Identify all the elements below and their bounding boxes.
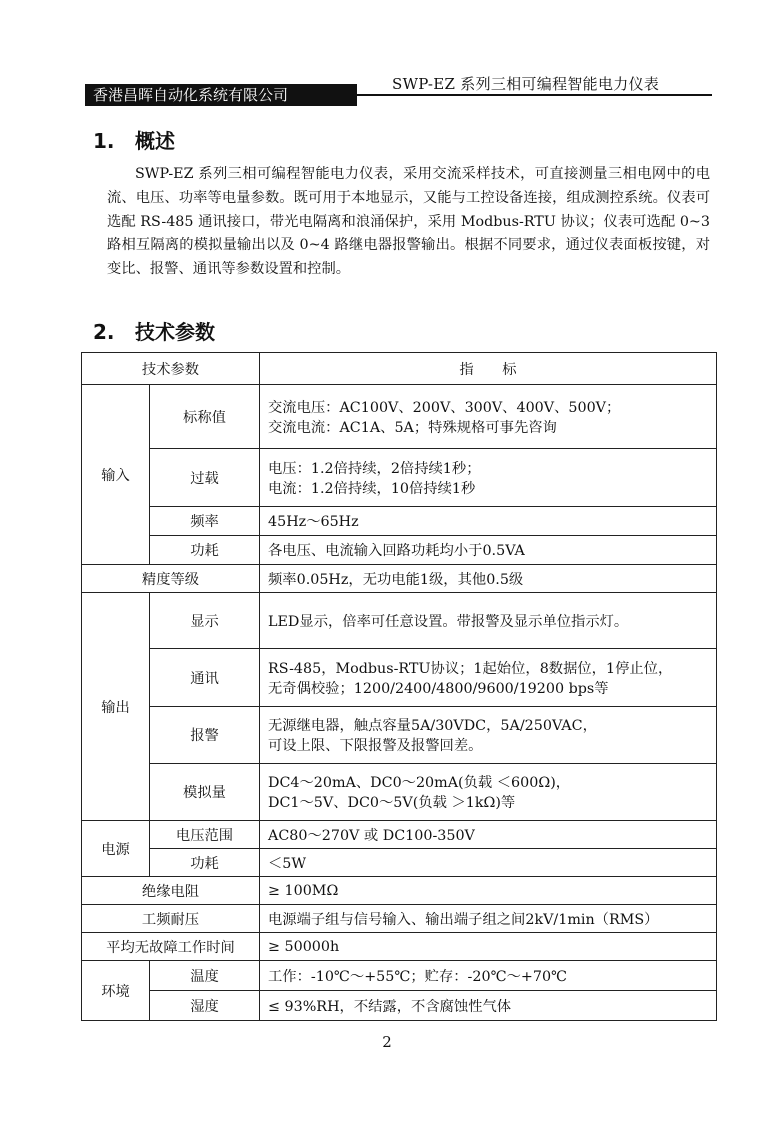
section-2-number: 2. xyxy=(93,320,115,344)
input-power-label: 功耗 xyxy=(150,536,260,565)
overload-label: 过载 xyxy=(150,449,260,507)
humidity-label: 湿度 xyxy=(150,991,260,1021)
section-2-heading xyxy=(93,316,215,345)
table-row xyxy=(82,385,717,449)
section-1-number: 1. xyxy=(93,129,115,153)
input-group-label: 输入 xyxy=(82,385,150,565)
table-row xyxy=(82,649,717,707)
section-2-title: 技术参数 xyxy=(135,320,215,344)
overview-paragraph: SWP-EZ 系列三相可编程智能电力仪表，采用交流采样技术，可直接测量三相电网中的电流、电压、功率等电量参数。既可用于本地显示，又能与工控设备连接，组成测控系统。仪表可选配 RS-485 通讯接口，带光电隔离和浪涌保护，采用 Modbus-RTU 协议；仪表可选配 0~3 路相互隔离的模拟量输出以及 0~4 路继电器报警输出。根据不同要求，通过仪表面板按键，对变比、报警、通讯等参数设置和控制。 xyxy=(107,166,710,278)
header-spec: 指 标 xyxy=(260,353,717,385)
display-label: 显示 xyxy=(150,593,260,649)
table-row xyxy=(82,507,717,536)
accuracy-label: 精度等级 xyxy=(82,565,260,593)
insulation-label: 绝缘电阻 xyxy=(82,877,260,905)
overload-value: 电压：1.2倍持续，2倍持续1秒； 电流：1.2倍持续，10倍持续1秒 xyxy=(260,449,717,507)
table-header-row xyxy=(82,353,717,385)
frequency-label: 频率 xyxy=(150,507,260,536)
comm-value: RS-485，Modbus-RTU协议；1起始位，8数据位，1停止位， 无奇偶校验；1200/2400/4800/9600/19200 bps等 xyxy=(260,649,717,707)
table-row xyxy=(82,764,717,821)
power-supply-label: 电源 xyxy=(82,821,150,877)
section-1-heading xyxy=(93,125,175,154)
temperature-value: 工作：-10℃～+55℃；贮存：-20℃～+70℃ xyxy=(260,961,717,991)
table-row xyxy=(82,821,717,849)
accuracy-value: 频率0.05Hz，无功电能1级，其他0.5级 xyxy=(260,565,717,593)
humidity-value: ≤ 93%RH，不结露，不含腐蚀性气体 xyxy=(260,991,717,1021)
table-row xyxy=(82,961,717,991)
table-row xyxy=(82,536,717,565)
mtbf-value: ≥ 50000h xyxy=(260,933,717,961)
insulation-value: ≥ 100MΩ xyxy=(260,877,717,905)
table-row xyxy=(82,877,717,905)
spec-table xyxy=(81,352,717,1021)
analog-label: 模拟量 xyxy=(150,764,260,821)
header-rule xyxy=(355,94,712,96)
table-row xyxy=(82,849,717,877)
input-power-value: 各电压、电流输入回路功耗均小于0.5VA xyxy=(260,536,717,565)
environment-label: 环境 xyxy=(82,961,150,1021)
table-row xyxy=(82,905,717,933)
header-product-title: SWP-EZ 系列三相可编程智能电力仪表 xyxy=(392,75,660,93)
table-row xyxy=(82,933,717,961)
temperature-label: 温度 xyxy=(150,961,260,991)
table-row xyxy=(82,449,717,507)
mtbf-label: 平均无故障工作时间 xyxy=(82,933,260,961)
supply-consumption-value: ＜5W xyxy=(260,849,717,877)
alarm-label: 报警 xyxy=(150,707,260,764)
comm-label: 通讯 xyxy=(150,649,260,707)
table-row xyxy=(82,991,717,1021)
table-row xyxy=(82,707,717,764)
output-group-label: 输出 xyxy=(82,593,150,821)
voltage-range-value: AC80～270V 或 DC100-350V xyxy=(260,821,717,849)
table-row xyxy=(82,593,717,649)
analog-value: DC4～20mA、DC0～20mA(负载 ＜600Ω)， DC1～5V、DC0～5V(负载 ＞1kΩ)等 xyxy=(260,764,717,821)
nominal-value: 交流电压：AC100V、200V、300V、400V、500V； 交流电流：AC1A、5A；特殊规格可事先咨询 xyxy=(260,385,717,449)
frequency-value: 45Hz～65Hz xyxy=(260,507,717,536)
withstand-value: 电源端子组与信号输入、输出端子组之间2kV/1min（RMS） xyxy=(260,905,717,933)
alarm-value: 无源继电器，触点容量5A/30VDC，5A/250VAC， 可设上限、下限报警及报警回差。 xyxy=(260,707,717,764)
header-company-name: 香港昌晖自动化系统有限公司 xyxy=(85,84,357,106)
nominal-label: 标称值 xyxy=(150,385,260,449)
section-1-title: 概述 xyxy=(135,129,175,153)
supply-consumption-label: 功耗 xyxy=(150,849,260,877)
header-param: 技术参数 xyxy=(82,353,260,385)
table-row xyxy=(82,565,717,593)
page-number: 2 xyxy=(382,1033,392,1051)
withstand-label: 工频耐压 xyxy=(82,905,260,933)
voltage-range-label: 电压范围 xyxy=(150,821,260,849)
display-value: LED显示，倍率可任意设置。带报警及显示单位指示灯。 xyxy=(260,593,717,649)
